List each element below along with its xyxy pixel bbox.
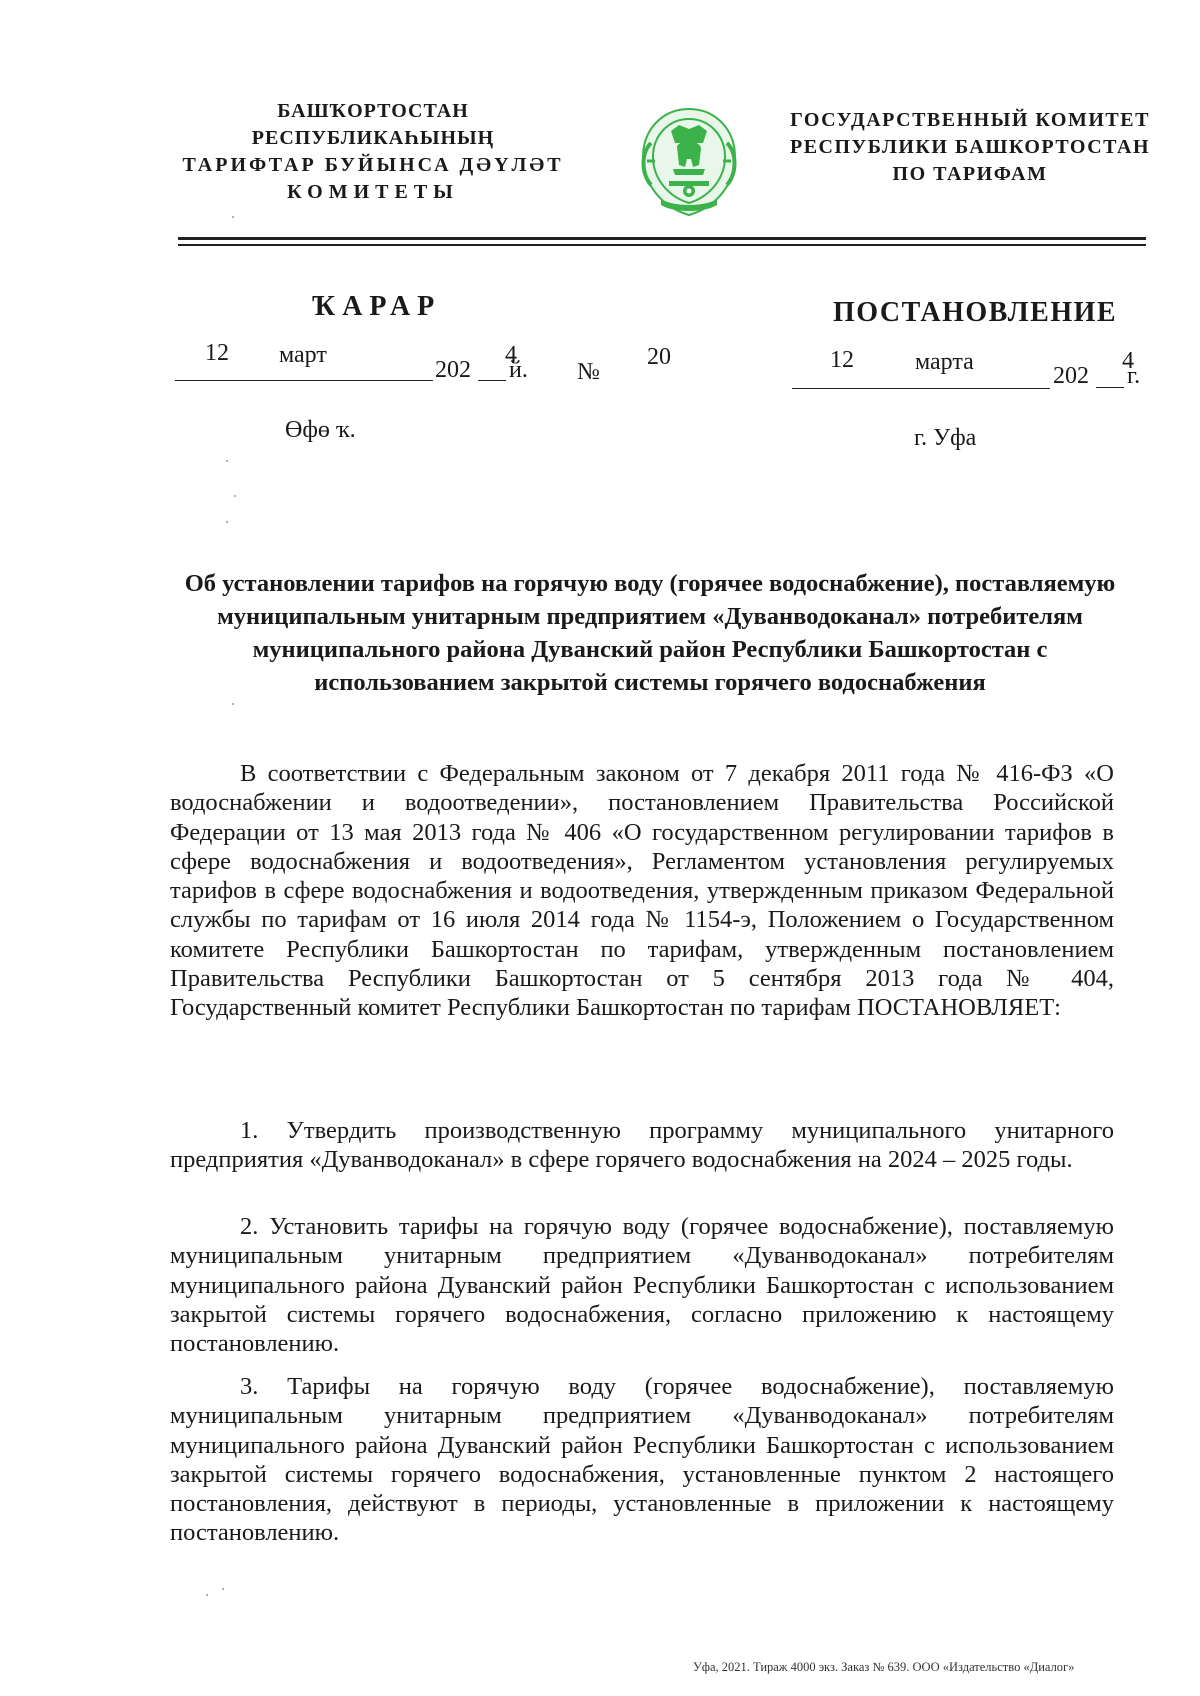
scan-speck xyxy=(222,1588,224,1590)
doc-type-bashkir: ҠАРАР xyxy=(312,291,442,322)
date-right-month: марта xyxy=(915,349,974,375)
item-3-text: 3. Тарифы на горячую воду (горячее водоснабжение), поставляемую муниципальным унитарным предприятием «Дуванводоканал» потребителям муниципального района Дуванский район Республики Башкортостан с использованием закрытой системы горячего водоснабжения, установленные пунктом 2 настоящего постановления, действуют в периоды, установленные в приложении к настоящему постановлению. xyxy=(170,1373,1114,1547)
date-right-year-prefix: 202 xyxy=(1053,363,1089,389)
date-right-year-digit: 4 xyxy=(1122,348,1134,374)
header-right-line-2: РЕСПУБЛИКИ БАШКОРТОСТАН xyxy=(789,136,1151,158)
body-preamble xyxy=(170,759,1114,1023)
doc-number-sign: № xyxy=(577,359,600,385)
header-left-authority xyxy=(168,98,578,206)
header-right-authority xyxy=(785,107,1155,188)
date-left-year-prefix: 202 xyxy=(435,357,471,383)
scan-speck xyxy=(226,521,228,523)
scan-speck xyxy=(226,460,228,462)
scan-speck xyxy=(232,703,234,705)
body-item-3 xyxy=(170,1372,1114,1548)
date-right-year-underline xyxy=(1096,387,1124,388)
scan-speck xyxy=(206,1594,208,1596)
body-item-2 xyxy=(170,1212,1114,1358)
doc-number-value: 20 xyxy=(647,344,671,370)
header-divider-thin xyxy=(178,244,1146,246)
scan-speck xyxy=(232,216,234,218)
header-left-line-3: КОМИТЕТЫ xyxy=(287,181,459,203)
date-right-underline xyxy=(792,388,1050,389)
header-right-line-3: ПО ТАРИФАМ xyxy=(892,163,1048,185)
place-russian: г. Уфа xyxy=(914,425,977,451)
item-1-text: 1. Утвердить производственную программу муниципального унитарного предприятия «Дуванводоканал» в сфере горячего водоснабжения на 2024 – 2025 годы. xyxy=(170,1117,1114,1174)
doc-type-russian: ПОСТАНОВЛЕНИЕ xyxy=(833,297,1118,328)
coat-of-arms-icon xyxy=(633,103,745,221)
item-2-text: 2. Установить тарифы на горячую воду (горячее водоснабжение), поставляемую муниципальным унитарным предприятием «Дуванводоканал» потребителям муниципального района Дуванский район Республики Башкортостан с использованием закрытой системы горячего водоснабжения, согласно приложению к настоящему постановлению. xyxy=(170,1213,1114,1358)
date-left-month: март xyxy=(279,342,327,368)
date-left-year-underline xyxy=(478,380,506,381)
date-right-day: 12 xyxy=(830,347,854,373)
date-left-day: 12 xyxy=(205,340,229,366)
place-bashkir: Өфө ҡ. xyxy=(285,417,356,443)
date-left-year-digit: 4 xyxy=(505,342,517,368)
date-left-year-suffix: й. xyxy=(509,357,528,383)
body-item-1 xyxy=(170,1116,1114,1175)
header-divider-thick xyxy=(178,237,1146,240)
header-left-line-1: БАШҠОРТОСТАН РЕСПУБЛИКАҺЫНЫҢ xyxy=(251,100,495,149)
date-left-underline xyxy=(175,380,433,381)
printer-imprint: Уфа, 2021. Тираж 4000 экз. Заказ № 639. ООО «Издательство «Диалог» xyxy=(693,1660,1075,1674)
scan-speck xyxy=(234,495,236,497)
header-right-line-1: ГОСУДАРСТВЕННЫЙ КОМИТЕТ xyxy=(790,109,1150,131)
header-left-line-2: ТАРИФТАР БУЙЫНСА ДӘҮЛӘТ xyxy=(182,154,564,176)
preamble-text: В соответствии с Федеральным законом от 7 декабря 2011 года № 416-ФЗ «О водоснабжении и водоотведении», постановлением Правительства Российской Федерации от 13 мая 2013 года № 406 «О государственном регулировании тарифов в сфере водоснабжения и водоотведения», Регламентом установления регулируемых тарифов в сфере водоснабжения и водоотведения, утвержденным приказом Федеральной службы по тарифам от 16 июля 2014 года № 1154-э, Положением о Государственном комитете Республики Башкортостан по тарифам, утвержденным постановлением Правительства Республики Башкортостан от 5 сентября 2013 года № 404, Государственный комитет Республики Башкортостан по тарифам ПОСТАНОВЛЯЕТ: xyxy=(170,760,1114,1022)
date-right-year-suffix: г. xyxy=(1127,363,1141,389)
document-title: Об установлении тарифов на горячую воду (горячее водоснабжение), поставляемую муниципальным унитарным предприятием «Дуванводоканал» потребителям муниципального района Дуванский район Республики Башкортостан с использованием закрытой системы горячего водоснабжения xyxy=(184,570,1116,696)
